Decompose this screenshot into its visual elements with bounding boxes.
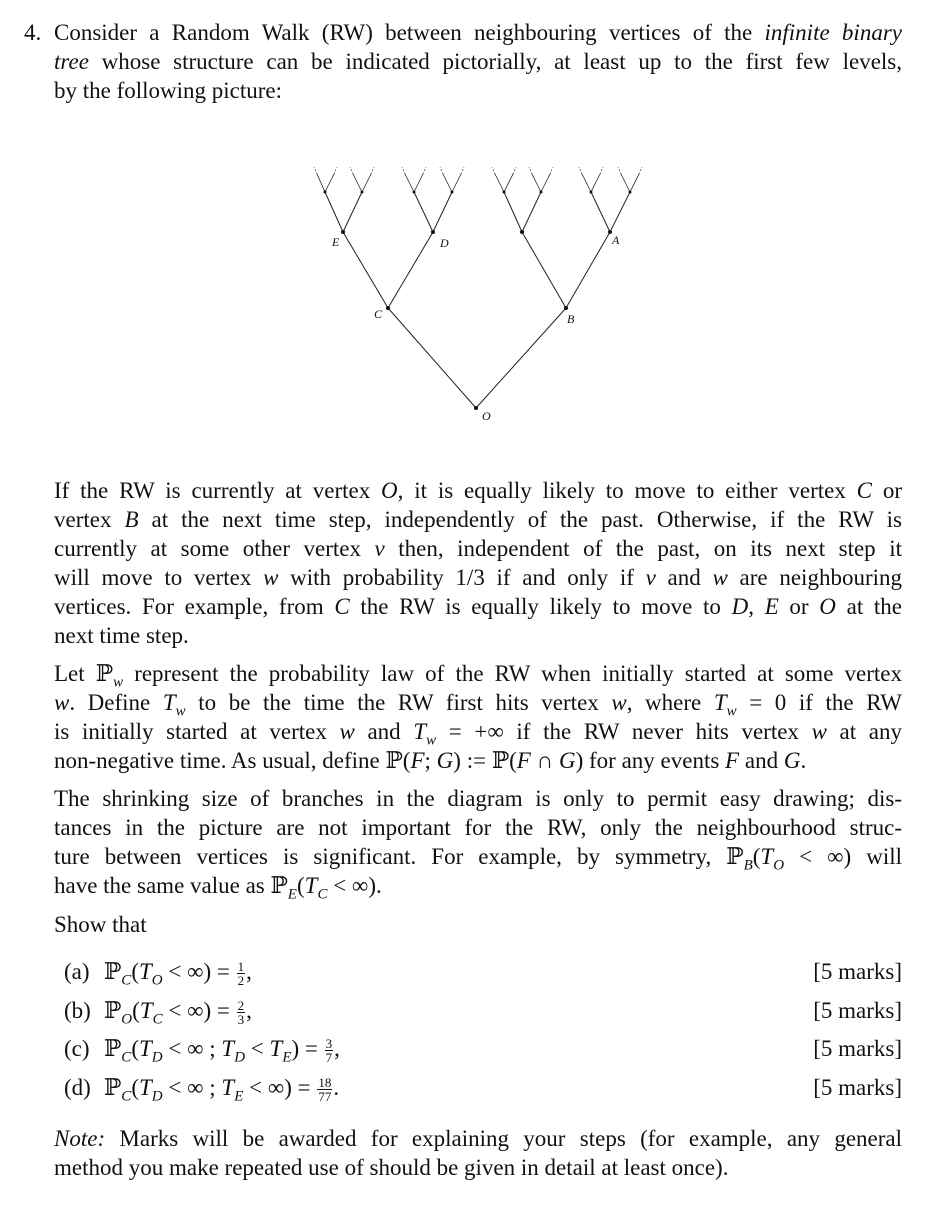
part-d [64,1073,902,1112]
p2-line: is initially started at vertex w and $T_w$ = +∞ if the RW never hits vertex w at any [54,719,902,749]
show-that: Show that [54,912,147,937]
part-label: (c) [64,1036,90,1061]
edge-l3 [414,192,433,232]
edge-C-D [388,232,433,308]
note-line: method you make repeated use of should be given in detail at least once). [54,1155,729,1180]
edge-B-left [522,232,566,308]
vertex-unlabeled [520,230,524,234]
label-E: E [332,235,340,249]
p1-line: will move to vertex w with probability 1/3 if and only if v and w are neighbouring [54,565,902,590]
p1-line: vertices. For example, from C the RW is equally likely to move to D, E or O at the [54,594,902,619]
note-line: Note: Marks will be awarded for explaining your steps (for example, any general [54,1126,903,1151]
edge-l3 [504,192,522,232]
label-O: O [482,409,491,423]
edge-B-A [566,232,610,308]
edge-l3 [591,192,610,232]
p3-line: have the same value as $ℙ_E(T_C$ < ∞). [54,873,382,903]
part-marks: [5 marks] [813,997,902,1023]
part-marks: [5 marks] [813,1074,902,1100]
label-C: C [374,307,383,321]
part-label: (b) [64,997,91,1023]
edge-l3 [610,192,630,232]
parts-list [64,957,902,1111]
edge-l3 [343,192,362,232]
part-expression: $ℙ_C(T_D$ < ∞ ; $T_D < T_E$) = $\frac{3}{7}$ , [104,1036,340,1066]
intro-line-3: by the following picture: [54,78,283,103]
note [54,1124,902,1182]
vertex-E [341,230,345,234]
part-marks: [5 marks] [813,959,902,984]
p1-line: If the RW is currently at vertex O, it is equally likely to move to either vertex C or [54,478,902,503]
p1-line: currently at some other vertex v then, independent of the past, on its next step it [54,536,902,561]
part-expression: $ℙ_C(T_O$ < ∞) = $\frac{1}{2}$ , [104,959,252,989]
edge-O-C [388,308,476,408]
p3-line: ture between vertices is significant. For example, by symmetry, $ℙ_B(T_O$ < ∞) will [54,844,902,874]
p2-line: non-negative time. As usual, define ℙ(F; G) := ℙ(F ∩ G) for any events F and G. [54,748,807,773]
part-c [64,1034,902,1073]
paragraph-symmetry [54,784,902,903]
part-label: (a) [64,959,90,984]
edge-O-B [476,308,566,408]
intro-line-1: Consider a Random Walk (RW) between neighbouring vertices of the infinite binary [54,20,902,45]
note-label: Note: [54,1126,106,1151]
part-expression: $ℙ_O(T_C$ < ∞) = $\frac{2}{3}$ , [104,997,252,1028]
vertex-C [386,306,390,310]
p3-line: tances in the picture are not important for the RW, only the neighbourhood struc- [54,815,902,840]
intro-line-2: tree whose structure can be indicated pictorially, at least up to the first few levels, [54,49,902,74]
vertex-O [474,406,478,410]
p2-line: w. Define $T_w$ to be the time the RW first hits vertex w, where $T_w = 0$ if the RW [54,690,903,720]
label-A: A [612,233,620,247]
part-b [64,996,902,1035]
vertex-B [564,306,568,310]
binary-tree-figure [300,150,660,440]
edge-l3 [325,192,343,232]
label-B: B [567,312,575,326]
question-intro [54,18,902,105]
paragraph-definitions [54,659,902,775]
p1-line: vertex B at the next time step, independently of the past. Otherwise, if the RW is [54,507,902,532]
paragraph-rw-rules [54,476,902,650]
edge-l3 [433,192,452,232]
part-marks: [5 marks] [813,1036,902,1061]
part-label: (d) [64,1074,91,1100]
label-D: D [440,236,449,250]
p3-line: The shrinking size of branches in the diagram is only to permit easy drawing; dis- [54,786,902,811]
p1-line: next time step. [54,623,189,648]
edge-l3 [522,192,541,232]
part-a [64,957,902,996]
p2-line: Let ℙ$_w$ represent the probability law of the RW when initially started at some vertex [54,661,902,691]
question-number: 4. [24,20,42,45]
edge-C-E [343,232,388,308]
part-expression: $ℙ_C(T_D$ < ∞ ; $T_E$ < ∞) = $\frac{18}{77}$ . [104,1074,340,1105]
vertex-D [431,230,435,234]
